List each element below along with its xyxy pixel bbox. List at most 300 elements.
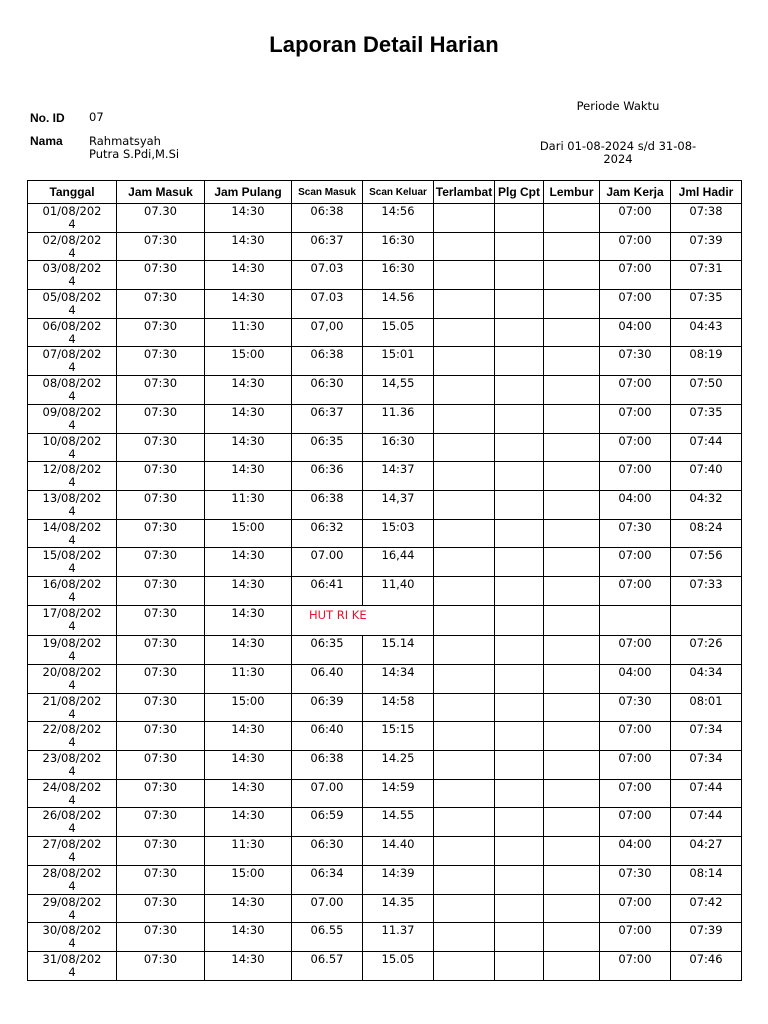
col-header-tanggal: Tanggal — [28, 181, 117, 204]
jam-kerja-cell: 07:00 — [600, 751, 671, 780]
scan-masuk-cell: 07.03 — [292, 261, 363, 290]
scan-keluar-cell: 14.56 — [363, 290, 434, 319]
jam-pulang-cell: 14:30 — [205, 722, 292, 751]
scan-keluar-cell — [363, 605, 434, 636]
periode-range: Dari 01-08-2024 s/d 31-08-2024 — [539, 139, 697, 166]
jml-hadir-cell: 07:46 — [671, 951, 742, 980]
jam-masuk-cell: 07:30 — [117, 693, 205, 722]
scan-masuk-cell: 06:32 — [292, 519, 363, 548]
jam-masuk-cell: 07:30 — [117, 433, 205, 462]
scan-keluar-cell: 14:56 — [363, 204, 434, 233]
jml-hadir-cell: 07:40 — [671, 462, 742, 491]
jam-masuk-cell: 07:30 — [117, 808, 205, 837]
attendance-table — [27, 180, 742, 981]
jam-pulang-cell: 14:30 — [205, 576, 292, 605]
scan-masuk-cell: 06:35 — [292, 636, 363, 665]
table-row — [28, 548, 742, 577]
lembur-cell — [544, 232, 600, 261]
date-cell: 15/08/2024 — [28, 548, 117, 577]
jml-hadir-cell: 07:39 — [671, 923, 742, 952]
jam-kerja-cell: 07:30 — [600, 347, 671, 376]
terlambat-cell — [434, 261, 495, 290]
table-row — [28, 433, 742, 462]
plg-cpt-cell — [495, 693, 544, 722]
jam-pulang-cell: 11:30 — [205, 318, 292, 347]
lembur-cell — [544, 808, 600, 837]
jam-masuk-cell: 07:30 — [117, 576, 205, 605]
jam-kerja-cell: 07:00 — [600, 261, 671, 290]
jam-pulang-cell: 14:30 — [205, 951, 292, 980]
terlambat-cell — [434, 519, 495, 548]
lembur-cell — [544, 404, 600, 433]
jml-hadir-cell: 04:32 — [671, 490, 742, 519]
date-cell: 20/08/2024 — [28, 665, 117, 694]
name-value: Rahmatsyah Putra S.Pdi,M.Si — [89, 134, 180, 161]
plg-cpt-cell — [495, 548, 544, 577]
plg-cpt-cell — [495, 865, 544, 894]
col-header-jml-hadir: Jml Hadir — [671, 181, 742, 204]
table-row — [28, 865, 742, 894]
terlambat-cell — [434, 665, 495, 694]
scan-masuk-cell: 06:40 — [292, 722, 363, 751]
terlambat-cell — [434, 693, 495, 722]
col-header-scan-keluar: Scan Keluar — [363, 181, 434, 204]
scan-masuk-cell: 06:37 — [292, 232, 363, 261]
jam-masuk-cell: 07:30 — [117, 636, 205, 665]
jam-pulang-cell: 14:30 — [205, 636, 292, 665]
date-cell: 27/08/2024 — [28, 837, 117, 866]
scan-masuk-cell: 06:38 — [292, 347, 363, 376]
jam-masuk-cell: 07:30 — [117, 318, 205, 347]
scan-masuk-cell: 06.55 — [292, 923, 363, 952]
table-header-row — [28, 181, 742, 204]
terlambat-cell — [434, 433, 495, 462]
scan-keluar-cell: 15.14 — [363, 636, 434, 665]
scan-masuk-cell: 06:38 — [292, 204, 363, 233]
table-row — [28, 665, 742, 694]
scan-masuk-cell: 06:38 — [292, 751, 363, 780]
date-cell: 26/08/2024 — [28, 808, 117, 837]
jam-pulang-cell: 14:30 — [205, 605, 292, 636]
jam-pulang-cell: 14:30 — [205, 376, 292, 405]
date-cell: 22/08/2024 — [28, 722, 117, 751]
lembur-cell — [544, 722, 600, 751]
scan-keluar-cell: 15:15 — [363, 722, 434, 751]
scan-keluar-cell: 16:30 — [363, 261, 434, 290]
jam-pulang-cell: 14:30 — [205, 290, 292, 319]
plg-cpt-cell — [495, 722, 544, 751]
jam-pulang-cell: 14:30 — [205, 808, 292, 837]
terlambat-cell — [434, 290, 495, 319]
holiday-note: HUT RI KE — [292, 605, 363, 636]
scan-masuk-cell: 07.03 — [292, 290, 363, 319]
date-cell: 08/08/2024 — [28, 376, 117, 405]
scan-keluar-cell: 14:58 — [363, 693, 434, 722]
plg-cpt-cell — [495, 318, 544, 347]
table-row — [28, 636, 742, 665]
jam-kerja-cell: 07:00 — [600, 376, 671, 405]
plg-cpt-cell — [495, 376, 544, 405]
lembur-cell — [544, 837, 600, 866]
table-row — [28, 808, 742, 837]
jam-pulang-cell: 14:30 — [205, 261, 292, 290]
plg-cpt-cell — [495, 576, 544, 605]
jam-pulang-cell: 14:30 — [205, 923, 292, 952]
jml-hadir-cell: 07:34 — [671, 722, 742, 751]
terlambat-cell — [434, 548, 495, 577]
date-cell: 03/08/2024 — [28, 261, 117, 290]
scan-keluar-cell: 14,37 — [363, 490, 434, 519]
date-cell: 21/08/2024 — [28, 693, 117, 722]
lembur-cell — [544, 548, 600, 577]
scan-keluar-cell: 15.05 — [363, 951, 434, 980]
table-row — [28, 347, 742, 376]
scan-keluar-cell: 15:01 — [363, 347, 434, 376]
jam-masuk-cell: 07:30 — [117, 779, 205, 808]
lembur-cell — [544, 318, 600, 347]
jam-pulang-cell: 11:30 — [205, 490, 292, 519]
scan-keluar-cell: 16,44 — [363, 548, 434, 577]
date-cell: 14/08/2024 — [28, 519, 117, 548]
lembur-cell — [544, 665, 600, 694]
plg-cpt-cell — [495, 636, 544, 665]
jam-masuk-cell: 07:30 — [117, 923, 205, 952]
scan-keluar-cell: 14.35 — [363, 894, 434, 923]
terlambat-cell — [434, 605, 495, 636]
scan-masuk-cell: 06:30 — [292, 837, 363, 866]
date-cell: 17/08/2024 — [28, 605, 117, 636]
terlambat-cell — [434, 865, 495, 894]
terlambat-cell — [434, 576, 495, 605]
jml-hadir-cell: 07:35 — [671, 404, 742, 433]
jam-pulang-cell: 14:30 — [205, 779, 292, 808]
terlambat-cell — [434, 232, 495, 261]
plg-cpt-cell — [495, 404, 544, 433]
jml-hadir-cell: 07:34 — [671, 751, 742, 780]
date-cell: 29/08/2024 — [28, 894, 117, 923]
terlambat-cell — [434, 318, 495, 347]
table-row — [28, 576, 742, 605]
jam-pulang-cell: 11:30 — [205, 837, 292, 866]
terlambat-cell — [434, 376, 495, 405]
terlambat-cell — [434, 894, 495, 923]
table-row — [28, 722, 742, 751]
scan-masuk-cell: 06:34 — [292, 865, 363, 894]
scan-keluar-cell: 11.37 — [363, 923, 434, 952]
terlambat-cell — [434, 951, 495, 980]
date-cell: 09/08/2024 — [28, 404, 117, 433]
jam-kerja-cell: 07:00 — [600, 779, 671, 808]
jam-kerja-cell: 07:30 — [600, 693, 671, 722]
table-row — [28, 290, 742, 319]
scan-masuk-cell: 07.00 — [292, 548, 363, 577]
scan-keluar-cell: 14.55 — [363, 808, 434, 837]
scan-masuk-cell: 06:35 — [292, 433, 363, 462]
scan-keluar-cell: 14,55 — [363, 376, 434, 405]
jam-kerja-cell: 07:00 — [600, 462, 671, 491]
jml-hadir-cell: 08:01 — [671, 693, 742, 722]
plg-cpt-cell — [495, 837, 544, 866]
terlambat-cell — [434, 404, 495, 433]
jam-masuk-cell: 07:30 — [117, 404, 205, 433]
date-cell: 16/08/2024 — [28, 576, 117, 605]
jml-hadir-cell — [671, 605, 742, 636]
jml-hadir-cell: 07:35 — [671, 290, 742, 319]
terlambat-cell — [434, 751, 495, 780]
jam-masuk-cell: 07.30 — [117, 204, 205, 233]
jml-hadir-cell: 04:34 — [671, 665, 742, 694]
scan-masuk-cell: 06:38 — [292, 490, 363, 519]
scan-keluar-cell: 14.25 — [363, 751, 434, 780]
lembur-cell — [544, 433, 600, 462]
lembur-cell — [544, 779, 600, 808]
jam-masuk-cell: 07:30 — [117, 722, 205, 751]
plg-cpt-cell — [495, 605, 544, 636]
jml-hadir-cell: 08:14 — [671, 865, 742, 894]
scan-masuk-cell: 06.57 — [292, 951, 363, 980]
jam-kerja-cell: 07:00 — [600, 808, 671, 837]
date-cell: 12/08/2024 — [28, 462, 117, 491]
table-row — [28, 923, 742, 952]
scan-masuk-cell: 06:39 — [292, 693, 363, 722]
jam-kerja-cell: 07:00 — [600, 204, 671, 233]
table-row — [28, 462, 742, 491]
jml-hadir-cell: 07:44 — [671, 808, 742, 837]
jam-masuk-cell: 07:30 — [117, 261, 205, 290]
jml-hadir-cell: 07:42 — [671, 894, 742, 923]
jam-kerja-cell: 07:00 — [600, 923, 671, 952]
table-row — [28, 779, 742, 808]
plg-cpt-cell — [495, 951, 544, 980]
scan-masuk-cell: 07.00 — [292, 894, 363, 923]
jam-kerja-cell: 07:00 — [600, 232, 671, 261]
scan-masuk-cell: 06:30 — [292, 376, 363, 405]
date-cell: 02/08/2024 — [28, 232, 117, 261]
id-value: 07 — [89, 110, 104, 124]
table-row — [28, 204, 742, 233]
lembur-cell — [544, 376, 600, 405]
jam-kerja-cell: 04:00 — [600, 490, 671, 519]
jam-kerja-cell — [600, 605, 671, 636]
scan-keluar-cell: 14:39 — [363, 865, 434, 894]
date-cell: 13/08/2024 — [28, 490, 117, 519]
jam-masuk-cell: 07:30 — [117, 894, 205, 923]
lembur-cell — [544, 490, 600, 519]
lembur-cell — [544, 894, 600, 923]
plg-cpt-cell — [495, 779, 544, 808]
date-cell: 23/08/2024 — [28, 751, 117, 780]
table-row — [28, 404, 742, 433]
jam-kerja-cell: 07:00 — [600, 548, 671, 577]
date-cell: 24/08/2024 — [28, 779, 117, 808]
jam-masuk-cell: 07:30 — [117, 837, 205, 866]
lembur-cell — [544, 204, 600, 233]
terlambat-cell — [434, 808, 495, 837]
jml-hadir-cell: 07:44 — [671, 779, 742, 808]
plg-cpt-cell — [495, 261, 544, 290]
terlambat-cell — [434, 779, 495, 808]
terlambat-cell — [434, 347, 495, 376]
jam-pulang-cell: 14:30 — [205, 204, 292, 233]
scan-keluar-cell: 16:30 — [363, 232, 434, 261]
jam-pulang-cell: 15:00 — [205, 519, 292, 548]
lembur-cell — [544, 605, 600, 636]
terlambat-cell — [434, 490, 495, 519]
lembur-cell — [544, 347, 600, 376]
jam-masuk-cell: 07:30 — [117, 665, 205, 694]
plg-cpt-cell — [495, 462, 544, 491]
table-row — [28, 605, 742, 636]
terlambat-cell — [434, 462, 495, 491]
jam-pulang-cell: 14:30 — [205, 462, 292, 491]
jam-kerja-cell: 07:00 — [600, 404, 671, 433]
jam-kerja-cell: 07:30 — [600, 865, 671, 894]
jml-hadir-cell: 07:26 — [671, 636, 742, 665]
jam-kerja-cell: 07:00 — [600, 636, 671, 665]
jam-pulang-cell: 14:30 — [205, 548, 292, 577]
scan-keluar-cell: 14:59 — [363, 779, 434, 808]
scan-keluar-cell: 14:37 — [363, 462, 434, 491]
col-header-lembur: Lembur — [544, 181, 600, 204]
date-cell: 28/08/2024 — [28, 865, 117, 894]
terlambat-cell — [434, 923, 495, 952]
scan-keluar-cell: 14:34 — [363, 665, 434, 694]
table-row — [28, 318, 742, 347]
lembur-cell — [544, 519, 600, 548]
terlambat-cell — [434, 837, 495, 866]
jam-kerja-cell: 07:30 — [600, 519, 671, 548]
jam-kerja-cell: 04:00 — [600, 837, 671, 866]
terlambat-cell — [434, 722, 495, 751]
jam-kerja-cell: 07:00 — [600, 951, 671, 980]
scan-keluar-cell: 14.40 — [363, 837, 434, 866]
jml-hadir-cell: 04:27 — [671, 837, 742, 866]
jam-kerja-cell: 07:00 — [600, 894, 671, 923]
scan-keluar-cell: 11,40 — [363, 576, 434, 605]
jam-masuk-cell: 07:30 — [117, 605, 205, 636]
jam-kerja-cell: 07:00 — [600, 722, 671, 751]
col-header-plg-cpt: Plg Cpt — [495, 181, 544, 204]
jml-hadir-cell: 08:24 — [671, 519, 742, 548]
plg-cpt-cell — [495, 290, 544, 319]
terlambat-cell — [434, 204, 495, 233]
plg-cpt-cell — [495, 232, 544, 261]
jam-kerja-cell: 04:00 — [600, 318, 671, 347]
jam-masuk-cell: 07:30 — [117, 347, 205, 376]
plg-cpt-cell — [495, 433, 544, 462]
scan-masuk-cell: 06.40 — [292, 665, 363, 694]
jam-kerja-cell: 07:00 — [600, 433, 671, 462]
table-row — [28, 894, 742, 923]
lembur-cell — [544, 751, 600, 780]
date-cell: 30/08/2024 — [28, 923, 117, 952]
id-label: No. ID — [30, 111, 65, 125]
lembur-cell — [544, 923, 600, 952]
jam-masuk-cell: 07:30 — [117, 865, 205, 894]
col-header-scan-masuk: Scan Masuk — [292, 181, 363, 204]
date-cell: 31/08/2024 — [28, 951, 117, 980]
terlambat-cell — [434, 636, 495, 665]
jam-masuk-cell: 07:30 — [117, 290, 205, 319]
table-row — [28, 837, 742, 866]
plg-cpt-cell — [495, 808, 544, 837]
jml-hadir-cell: 04:43 — [671, 318, 742, 347]
jml-hadir-cell: 07:33 — [671, 576, 742, 605]
table-body — [28, 204, 742, 981]
table-row — [28, 376, 742, 405]
scan-masuk-cell: 06:41 — [292, 576, 363, 605]
date-cell: 10/08/2024 — [28, 433, 117, 462]
jam-masuk-cell: 07:30 — [117, 490, 205, 519]
lembur-cell — [544, 261, 600, 290]
scan-keluar-cell: 16:30 — [363, 433, 434, 462]
plg-cpt-cell — [495, 519, 544, 548]
scan-masuk-cell: 07.00 — [292, 779, 363, 808]
scan-masuk-cell: 06:36 — [292, 462, 363, 491]
scan-masuk-cell: 06:37 — [292, 404, 363, 433]
col-header-jam-kerja: Jam Kerja — [600, 181, 671, 204]
jml-hadir-cell: 07:44 — [671, 433, 742, 462]
jam-pulang-cell: 14:30 — [205, 751, 292, 780]
lembur-cell — [544, 576, 600, 605]
date-cell: 01/08/2024 — [28, 204, 117, 233]
jam-masuk-cell: 07:30 — [117, 232, 205, 261]
jam-masuk-cell: 07:30 — [117, 951, 205, 980]
lembur-cell — [544, 693, 600, 722]
scan-keluar-cell: 15.05 — [363, 318, 434, 347]
jml-hadir-cell: 07:50 — [671, 376, 742, 405]
jam-pulang-cell: 15:00 — [205, 865, 292, 894]
table-row — [28, 232, 742, 261]
jam-masuk-cell: 07:30 — [117, 462, 205, 491]
jml-hadir-cell: 07:31 — [671, 261, 742, 290]
jml-hadir-cell: 07:56 — [671, 548, 742, 577]
lembur-cell — [544, 462, 600, 491]
jam-masuk-cell: 07:30 — [117, 751, 205, 780]
plg-cpt-cell — [495, 923, 544, 952]
col-header-jam-masuk: Jam Masuk — [117, 181, 205, 204]
date-cell: 05/08/2024 — [28, 290, 117, 319]
lembur-cell — [544, 636, 600, 665]
page-title: Laporan Detail Harian — [269, 32, 499, 57]
col-header-jam-pulang: Jam Pulang — [205, 181, 292, 204]
jam-masuk-cell: 07:30 — [117, 376, 205, 405]
jam-masuk-cell: 07:30 — [117, 548, 205, 577]
plg-cpt-cell — [495, 204, 544, 233]
jml-hadir-cell: 08:19 — [671, 347, 742, 376]
jml-hadir-cell: 07:39 — [671, 232, 742, 261]
jam-pulang-cell: 15:00 — [205, 693, 292, 722]
table-row — [28, 519, 742, 548]
name-label: Nama — [30, 134, 63, 148]
plg-cpt-cell — [495, 665, 544, 694]
scan-masuk-cell: 06:59 — [292, 808, 363, 837]
table-row — [28, 693, 742, 722]
col-header-terlambat: Terlambat — [434, 181, 495, 204]
jam-pulang-cell: 14:30 — [205, 894, 292, 923]
plg-cpt-cell — [495, 894, 544, 923]
scan-keluar-cell: 11.36 — [363, 404, 434, 433]
table-row — [28, 751, 742, 780]
date-cell: 07/08/2024 — [28, 347, 117, 376]
jam-pulang-cell: 14:30 — [205, 433, 292, 462]
scan-masuk-cell: 07,00 — [292, 318, 363, 347]
jam-pulang-cell: 15:00 — [205, 347, 292, 376]
jam-kerja-cell: 04:00 — [600, 665, 671, 694]
jml-hadir-cell: 07:38 — [671, 204, 742, 233]
lembur-cell — [544, 290, 600, 319]
jam-masuk-cell: 07:30 — [117, 519, 205, 548]
